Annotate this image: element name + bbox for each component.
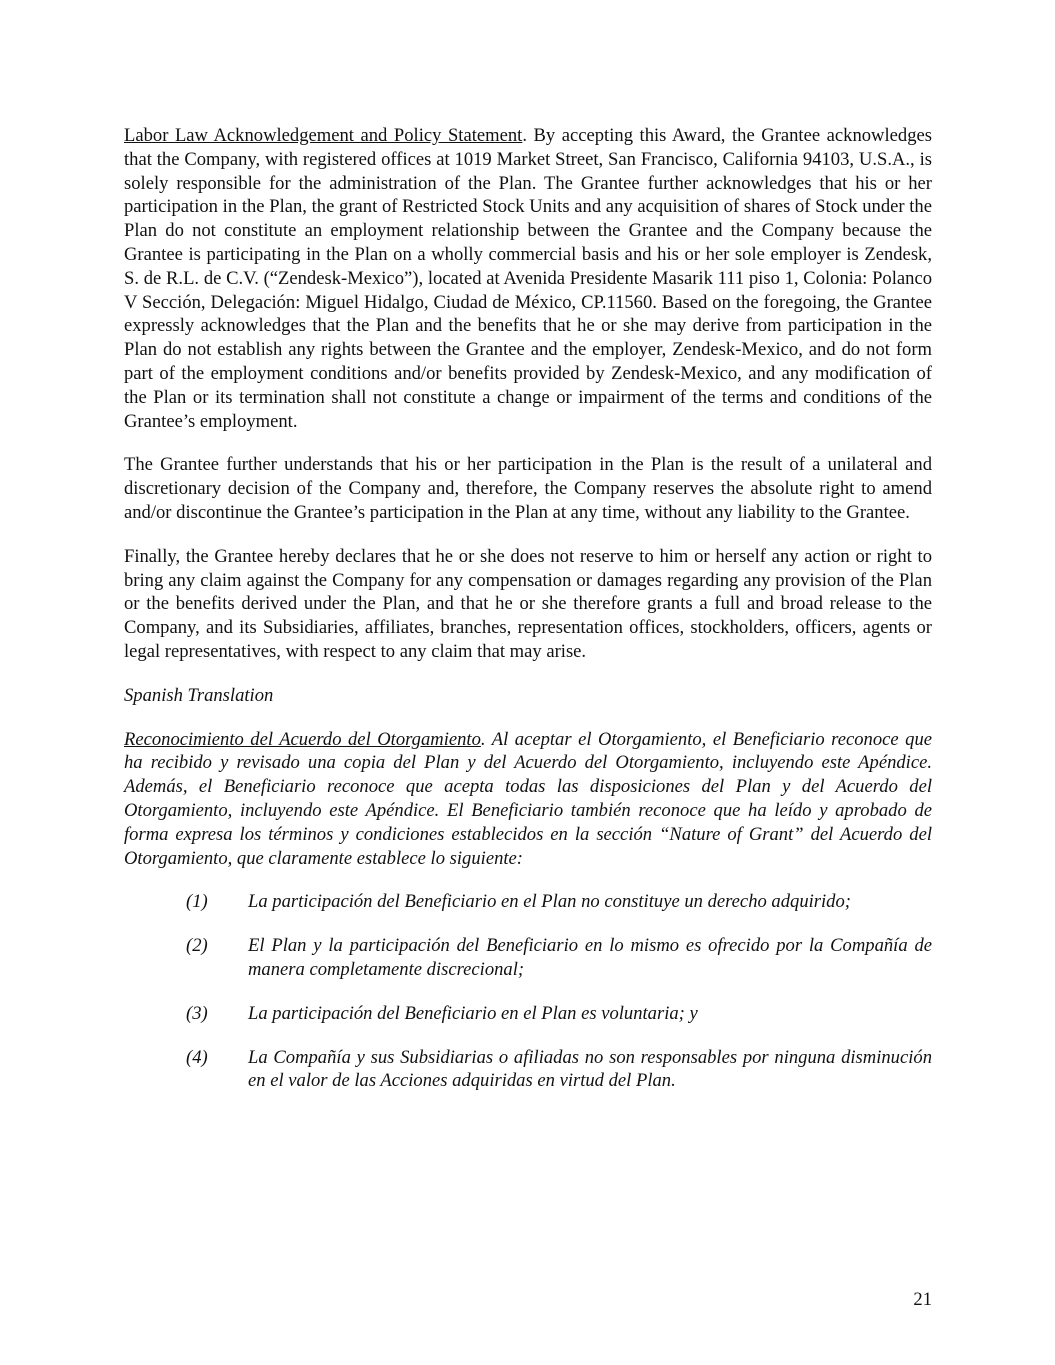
page-number: 21: [913, 1289, 932, 1310]
list-item-text: La participación del Beneficiario en el Plan no constituye un derecho adquirido;: [248, 891, 851, 913]
conditions-list: [124, 890, 932, 1093]
list-item: [124, 934, 932, 982]
list-item: [124, 1046, 932, 1094]
list-item-text: La participación del Beneficiario en el Plan es voluntaria; y: [248, 1002, 698, 1024]
list-item-number: (4): [186, 1046, 208, 1068]
document-page: [124, 124, 932, 1113]
list-item: [124, 890, 932, 914]
labor-law-text: . By accepting this Award, the Grantee acknowledges that the Company, with registered offices at 1019 Market Street, San Francisco, California 94103, U.S.A., is solely responsible for the administration of the Plan. The Grantee further acknowledges that his or her participation in the Plan, the grant of Restricted Stock Units and any acquisition of shares of Stock under the Plan do not constitute an employment relationship between the Grantee and the Company because the Grantee is participating in the Plan on a wholly commercial basis and his or her sole employer is Zendesk, S. de R.L. de C.V. (“Zendesk-Mexico”), located at Avenida Presidente Masarik 111 piso 1, Colonia: Polanco V Sección, Delegación: Miguel Hidalgo, Ciudad de México, CP.11560. Based on the foregoing, the Grantee expressly acknowledges that the Plan and the benefits that he or she may derive from participation in the Plan do not establish any rights between the Grantee and the employer, Zendesk-Mexico, and do not form part of the employment conditions and/or benefits provided by Zendesk-Mexico, and any modification of the Plan or its termination shall not constitute a change or impairment of the terms and conditions of the Grantee’s employment.: [124, 125, 932, 432]
list-item-number: (2): [186, 935, 208, 957]
list-item-number: (1): [186, 891, 208, 913]
list-item: [124, 1002, 932, 1026]
labor-law-heading: Labor Law Acknowledgement and Policy Statement: [124, 125, 523, 146]
list-item-number: (3): [186, 1002, 208, 1024]
discretionary-decision-paragraph: The Grantee further understands that his or her participation in the Plan is the result of a unilateral and discretionary decision of the Company and, therefore, the Company reserves the absolute right to amend and/or discontinue the Grantee’s participation in the Plan at any time, without any liability to the Grantee.: [124, 454, 932, 523]
spanish-translation-heading: Spanish Translation: [124, 684, 274, 706]
labor-law-paragraph: [124, 124, 932, 433]
reconocimiento-heading: Reconocimiento del Acuerdo del Otorgamiento: [124, 728, 481, 750]
reconocimiento-paragraph: [124, 728, 932, 871]
list-item-text: El Plan y la participación del Beneficiario en lo mismo es ofrecido por la Compañía de manera completamente discrecional;: [248, 935, 932, 980]
list-item-text: La Compañía y sus Subsidiarias o afiliadas no son responsables por ninguna disminución en el valor de las Acciones adquiridas en virtud del Plan.: [248, 1046, 932, 1092]
reconocimiento-text: . Al aceptar el Otorgamiento, el Beneficiario reconoce que ha recibido y revisado una copia del Plan y del Acuerdo del Otorgamiento, incluyendo este Apéndice. Además, el Beneficiario reconoce que acepta todas las disposiciones del Plan y del Acuerdo del Otorgamiento, incluyendo este Apéndice. El Beneficiario también reconoce que ha leído y aprobado de forma expresa los términos y condiciones establecidos en la sección “Nature of Grant” del Acuerdo del Otorgamiento, que claramente establece lo siguiente:: [124, 728, 932, 869]
release-paragraph: Finally, the Grantee hereby declares that he or she does not reserve to him or herself any action or right to bring any claim against the Company for any compensation or damages regarding any provision of the Plan or the benefits derived under the Plan, and that he or she therefore grants a full and broad release to the Company, and its Subsidiaries, affiliates, branches, representation offices, stockholders, officers, agents or legal representatives, with respect to any claim that may arise.: [124, 545, 932, 662]
